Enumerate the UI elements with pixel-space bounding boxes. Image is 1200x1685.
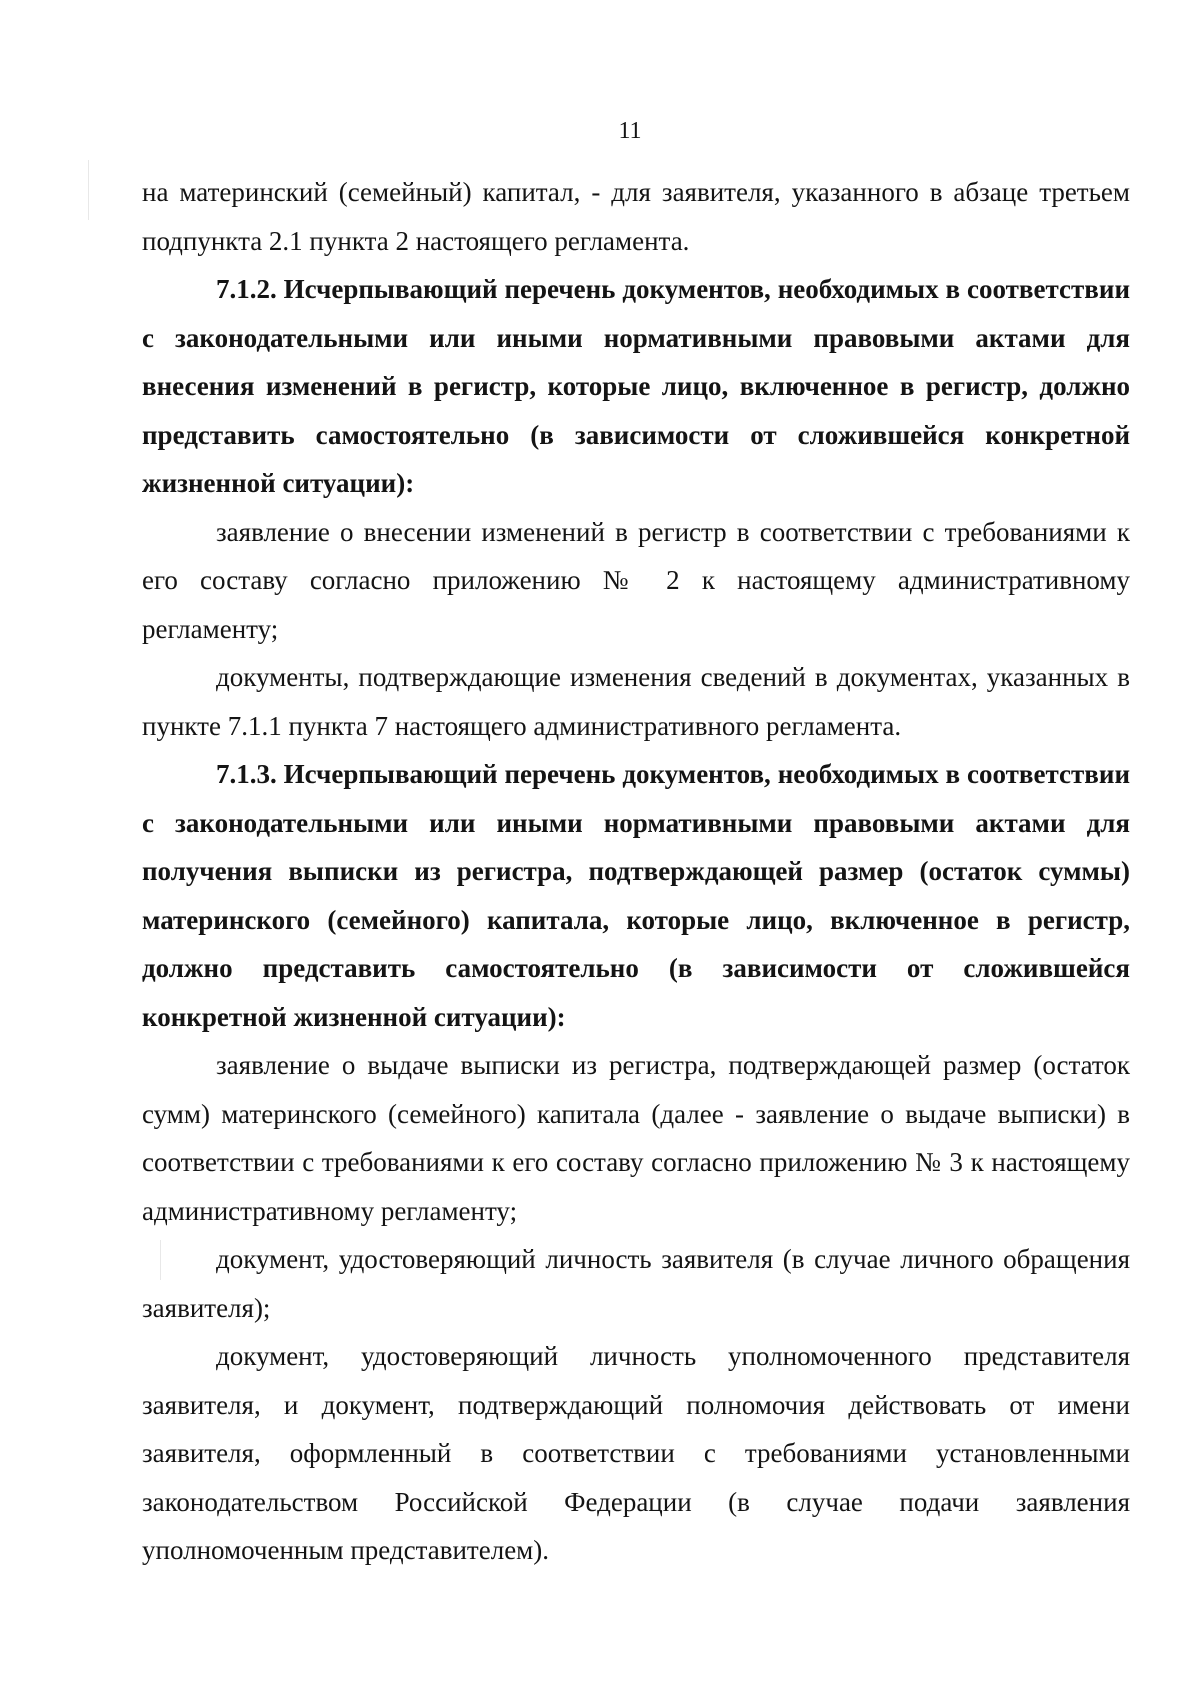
paragraph: заявление о внесении изменений в регистр в соответствии с требованиями к его составу согласно приложению № 2 к настоящему административному регламенту; (142, 516, 1130, 644)
paragraph-continuation: на материнский (семейный) капитал, - для заявителя, указанного в абзаце третьем подпункта 2.1 пункта 2 настоящего регламента. (142, 177, 1130, 256)
paragraph: документ, удостоверяющий личность заявителя (в случае личного обращения заявителя); (142, 1244, 1130, 1323)
scan-margin-mark (88, 160, 89, 220)
section-heading-7-1-3: 7.1.3. Исчерпывающий перечень документов, необходимых в соответствии с законодательными или иными нормативными правовыми актами для получения выписки из регистра, подтверждающей размер (остаток суммы) материнского (семейного) капитала, которые лицо, включенное в регистр, должно представить самостоятельно (в зависимости от сложившейся конкретной жизненной ситуации): (142, 759, 1130, 1032)
page-number: 11 (618, 118, 642, 144)
paragraph: документ, удостоверяющий личность уполномоченного представителя заявителя, и документ, подтверждающий полномочия действовать от имени заявителя, оформленный в соответствии с требованиями установленными законодательством Российской Федерации (в случае подачи заявления уполномоченным представителем). (142, 1341, 1130, 1565)
document-body (142, 168, 1130, 1575)
section-heading-7-1-2: 7.1.2. Исчерпывающий перечень документов, необходимых в соответствии с законодательными или иными нормативными правовыми актами для внесения изменений в регистр, которые лицо, включенное в регистр, должно представить самостоятельно (в зависимости от сложившейся конкретной жизненной ситуации): (142, 274, 1130, 498)
paragraph: документы, подтверждающие изменения сведений в документах, указанных в пункте 7.1.1 пункта 7 настоящего административного регламента. (142, 662, 1130, 741)
paragraph: заявление о выдаче выписки из регистра, подтверждающей размер (остаток сумм) материнского (семейного) капитала (далее - заявление о выдаче выписки) в соответствии с требованиями к его составу согласно приложению № 3 к настоящему административному регламенту; (142, 1050, 1130, 1226)
